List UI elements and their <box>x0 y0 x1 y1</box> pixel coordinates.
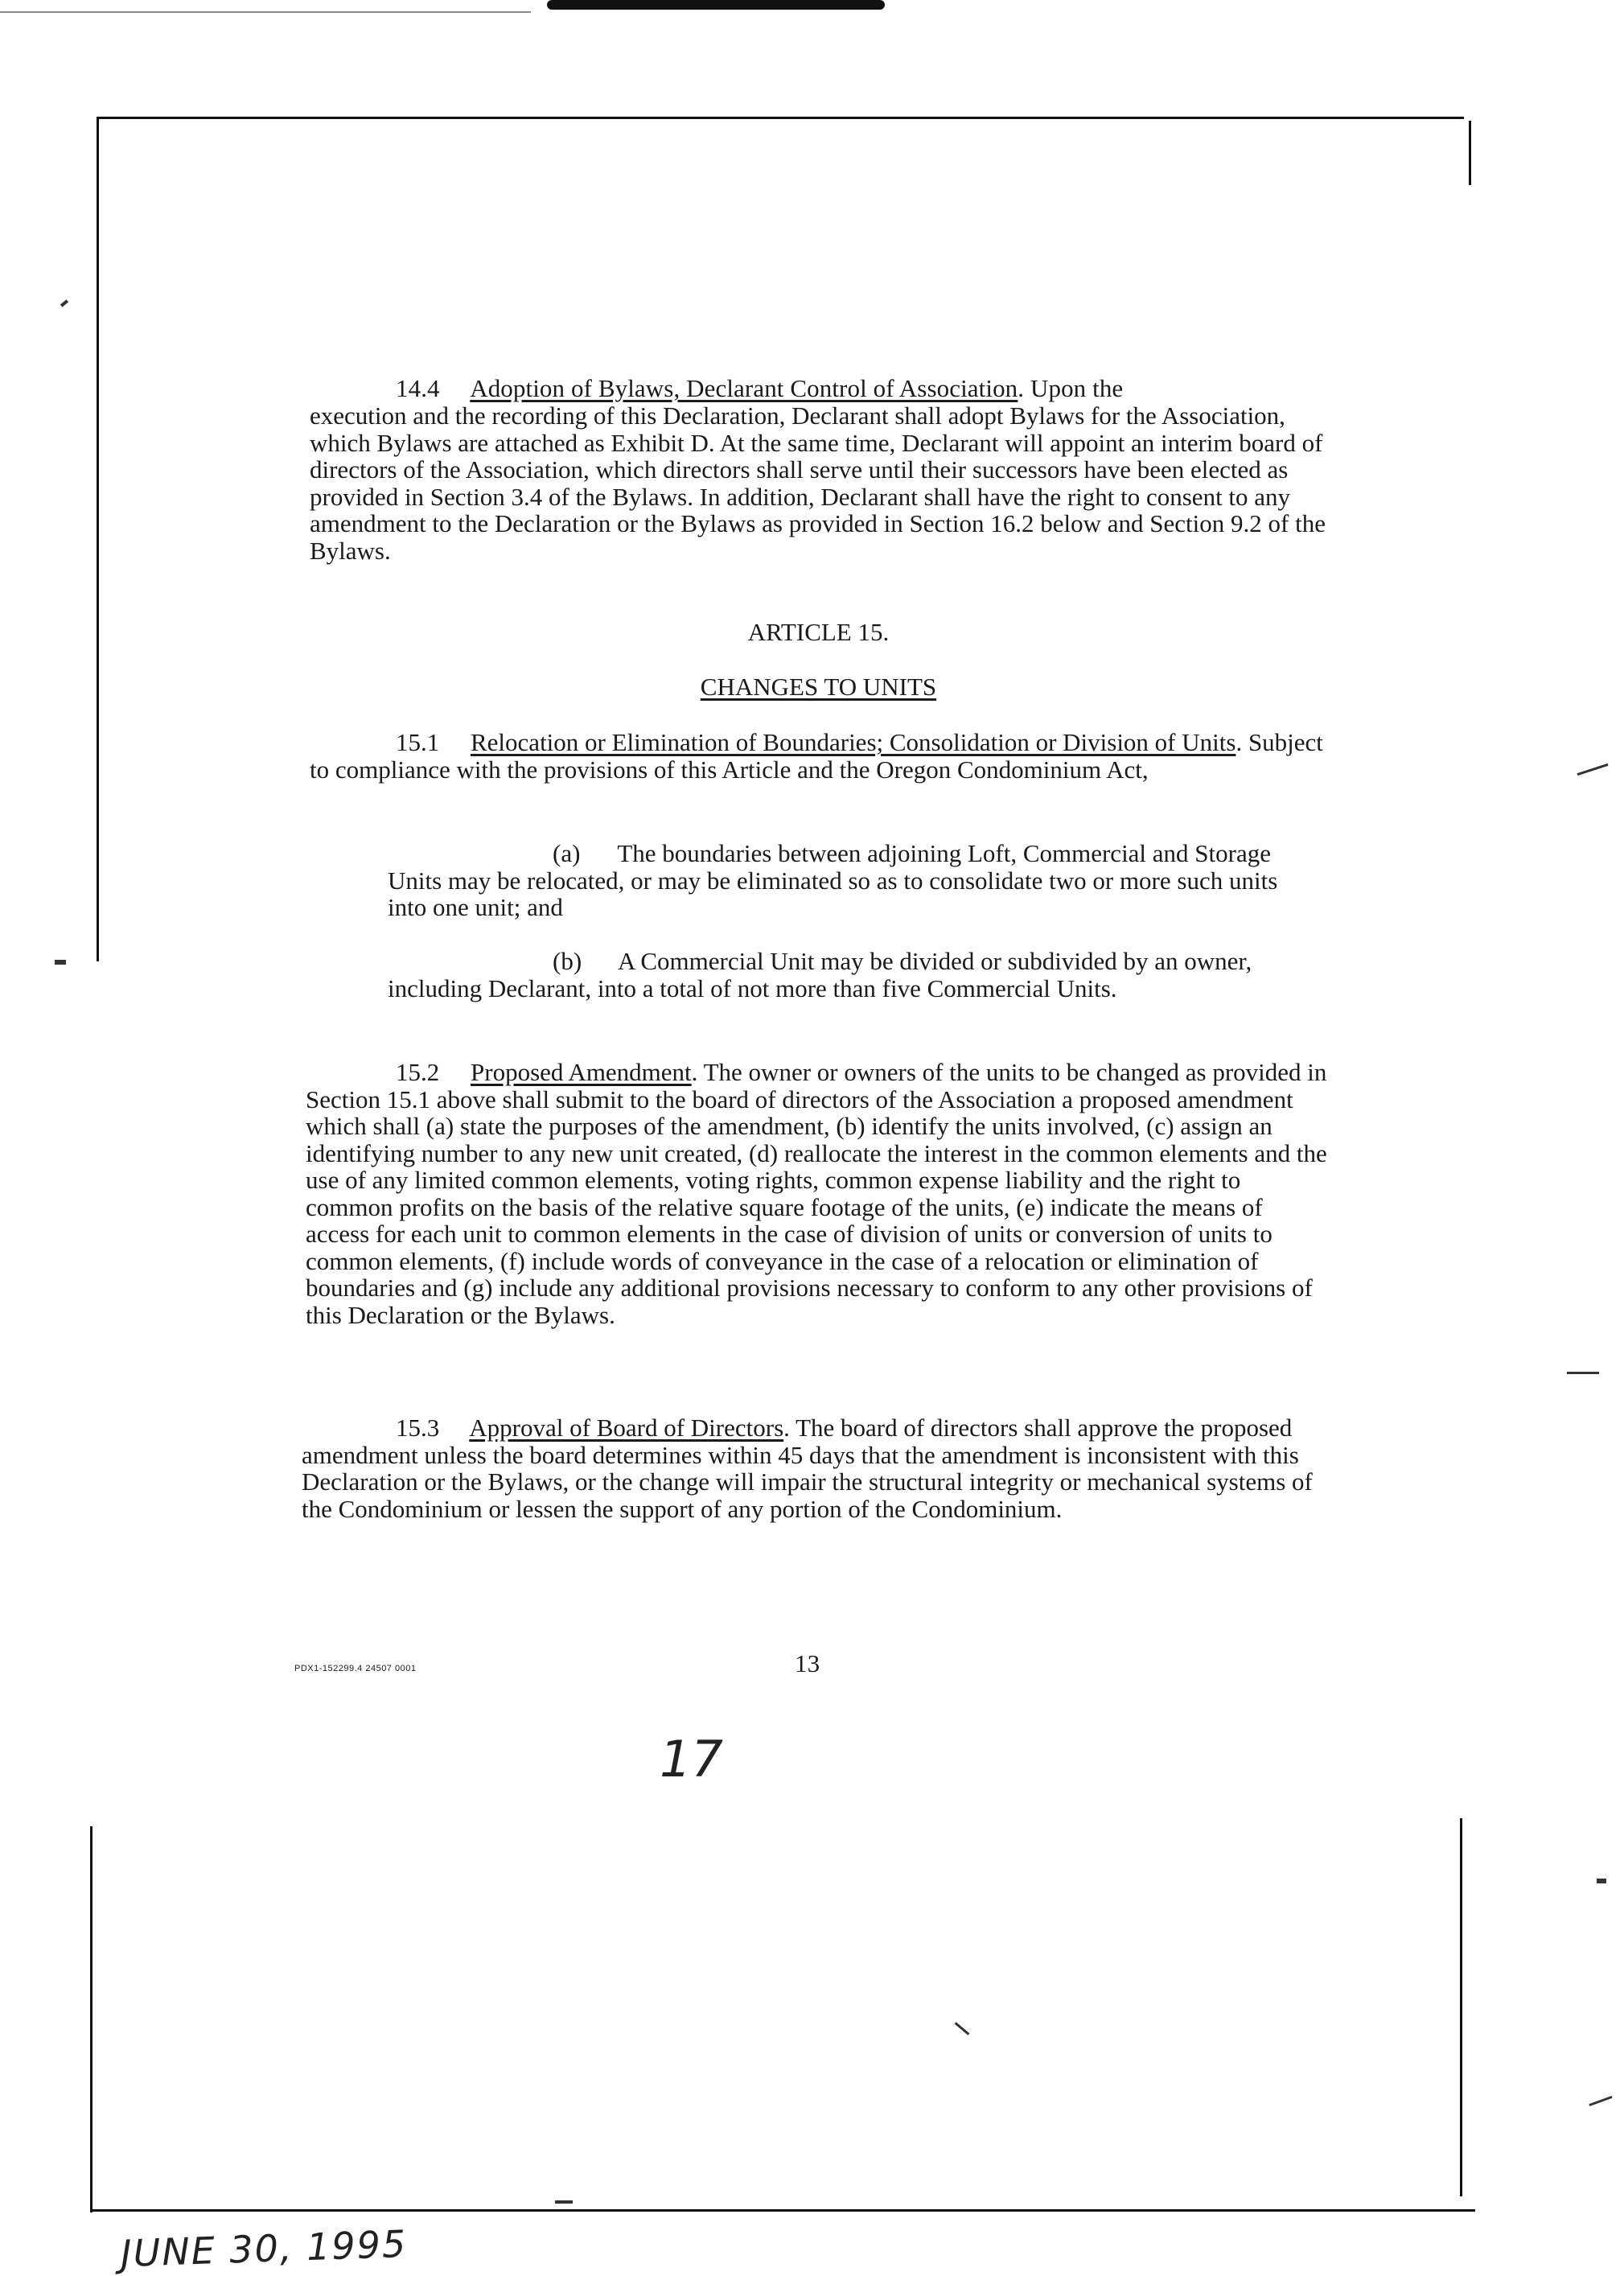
scan-speck <box>1577 763 1609 776</box>
section-14-4-first-line <box>396 375 1329 402</box>
frame-left-line-lower <box>90 1826 93 2212</box>
section-15-1-body: . Subject to compliance with the provisions of this Article and the Oregon Condominium Act, <box>310 728 1323 784</box>
section-15-2 <box>306 1059 1327 1328</box>
item-a-label: (a) <box>553 839 581 867</box>
page-number: 13 <box>795 1649 820 1677</box>
article-title: ARTICLE 15. <box>747 618 890 646</box>
scan-speck <box>1597 1879 1606 1883</box>
section-15-1-item-b <box>388 948 1321 1002</box>
frame-right-tick <box>1469 121 1471 185</box>
section-15-3-number: 15.3 <box>396 1414 440 1442</box>
item-b-text: A Commercial Unit may be divided or subdivided by an owner, including Declarant, into a total of not more than five Commercial Units. <box>388 947 1252 1002</box>
section-15-1-number: 15.1 <box>396 728 440 756</box>
section-15-1-item-a <box>388 840 1321 921</box>
scan-speck <box>1589 2096 1612 2106</box>
section-15-3-body: . The board of directors shall approve the proposed amendment unless the board determines within 45 days that the amendment is inconsistent with this Declaration or the Bylaws, or the change will impair the structural integrity or mechanical systems of the Condominium or lessen the support of any portion of the Condominium. <box>302 1414 1313 1523</box>
article-subtitle: CHANGES TO UNITS <box>700 673 937 701</box>
section-15-2-body: . The owner or owners of the units to be changed as provided in Section 15.1 above shall submit to the board of directors of the Association a proposed amendment which shall (a) state the purposes of the amendment, (b) identify the units involved, (c) assign an identifying number to any new unit created, (d) reallocate the interest in the common elements and the use of any limited common elements, voting rights, common expense liability and the right to common profits on the basis of the relative square footage of the units, (e) indicate the means of access for each unit to common elements in the case of division of units or conversion of units to common elements, (f) include words of conveyance in the case of a relocation or elimination of boundaries and (g) include any additional provisions necessary to conform to any other provisions of this Declaration or the Bylaws. <box>306 1058 1327 1329</box>
scan-speck <box>955 2022 970 2035</box>
section-15-2-heading: Proposed Amendment <box>471 1058 692 1086</box>
handwritten-date: JUNE 30, 1995 <box>120 2221 409 2276</box>
document-code: PDX1-152299.4 24507 0001 <box>294 1664 417 1673</box>
scan-speck <box>1567 1372 1599 1374</box>
frame-left-line <box>97 117 99 961</box>
handwritten-page-number: 17 <box>660 1730 723 1788</box>
scan-speck <box>55 960 66 965</box>
section-15-1-heading: Relocation or Elimination of Boundaries; Consolidation or Division of Units <box>471 728 1236 756</box>
item-a-text: The boundaries between adjoining Loft, Commercial and Storage Units may be relocated, or may be eliminated so as to consolidate two or more such units into one unit; and <box>388 839 1278 921</box>
section-14-4-line1: . Upon the <box>1018 374 1124 402</box>
section-14-4-heading: Adoption of Bylaws, Declarant Control of Association <box>470 374 1018 402</box>
section-15-2-number: 15.2 <box>396 1058 440 1086</box>
frame-top-line <box>97 117 1464 119</box>
item-b-label: (b) <box>553 947 582 975</box>
section-15-3 <box>302 1414 1327 1522</box>
scan-speck <box>555 2200 573 2204</box>
scan-speck <box>60 299 68 307</box>
section-14-4-body: execution and the recording of this Declaration, Declarant shall adopt Bylaws for the Association, which Bylaws are attached as Exhibit D. At the same time, Declarant will appoint an interim board of directors of the Association, which directors shall serve until their successors have been elected as provided in Section 3.4 of the Bylaws. In addition, Declarant shall have the right to consent to any amendment to the Declaration or the Bylaws as provided in Section 16.2 below and Section 9.2 of the Bylaws. <box>310 401 1326 565</box>
section-14-4-number: 14.4 <box>396 374 440 402</box>
scan-top-smudge <box>547 0 885 10</box>
scan-top-dash <box>0 11 531 13</box>
section-15-3-heading: Approval of Board of Directors <box>469 1414 784 1442</box>
section-15-1 <box>310 729 1327 783</box>
frame-bottom-line <box>90 2209 1475 2212</box>
frame-right-line-lower <box>1460 1818 1462 2196</box>
